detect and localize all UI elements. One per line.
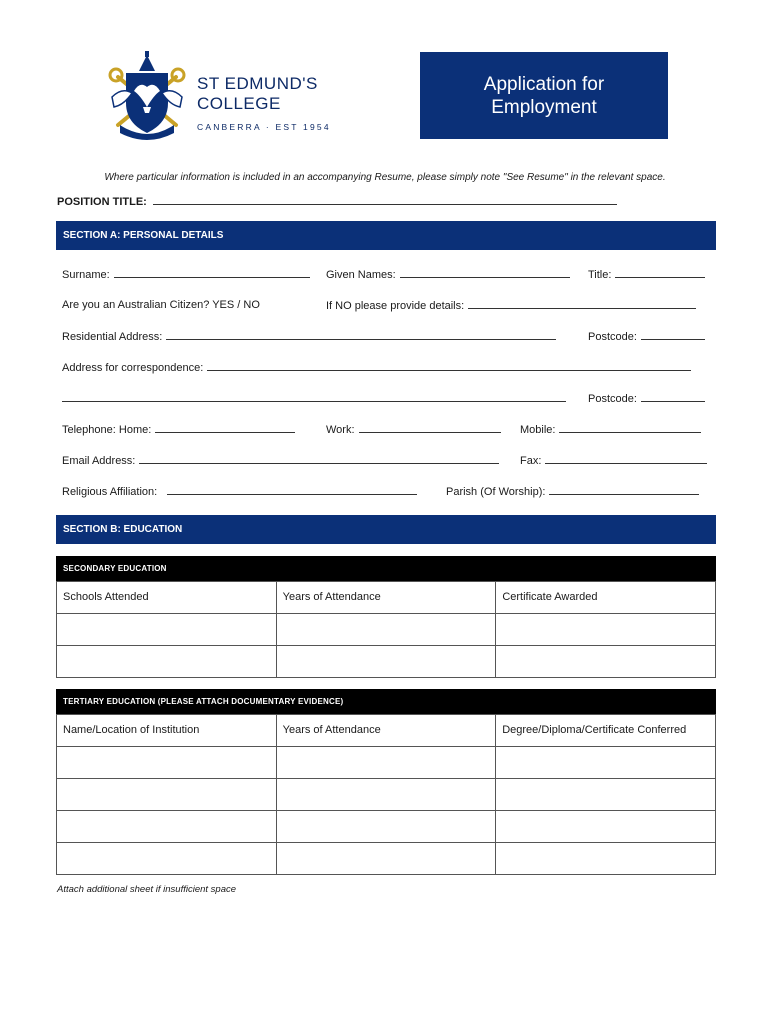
religious-field[interactable] (62, 485, 417, 498)
column-header: Schools Attended (57, 582, 277, 614)
table-cell[interactable] (57, 747, 277, 779)
residential-field[interactable] (62, 330, 556, 343)
title-field[interactable] (588, 268, 705, 281)
residential-line[interactable] (166, 330, 556, 340)
table-cell[interactable] (57, 646, 277, 678)
residential-label: Residential Address: (62, 331, 163, 343)
tertiary-education-heading: TERTIARY EDUCATION (PLEASE ATTACH DOCUMENTARY EVIDENCE) (56, 689, 716, 714)
column-header: Years of Attendance (276, 715, 496, 747)
correspondence-label: Address for correspondence: (62, 362, 204, 374)
fax-line[interactable] (545, 454, 707, 464)
postcode2-field[interactable] (588, 392, 705, 405)
table-cell[interactable] (276, 779, 496, 811)
secondary-education-heading: SECONDARY EDUCATION (56, 556, 716, 581)
religious-label: Religious Affiliation: (62, 486, 158, 498)
if-no-field[interactable] (326, 299, 696, 312)
table-cell[interactable] (276, 646, 496, 678)
surname-field[interactable] (62, 268, 310, 281)
table-cell[interactable] (57, 614, 277, 646)
postcode-label: Postcode: (588, 331, 637, 343)
correspondence-line2[interactable] (62, 392, 566, 402)
intro-text: Where particular information is included in an accompanying Resume, please simply note "See Resume" in the relevant space. (104, 172, 666, 183)
parish-line[interactable] (549, 485, 699, 495)
parish-field[interactable] (446, 485, 699, 498)
table-row (57, 646, 716, 678)
table-row (57, 582, 716, 614)
table-row (57, 747, 716, 779)
given-names-field[interactable] (326, 268, 570, 281)
section-a-bar: SECTION A: PERSONAL DETAILS (56, 221, 716, 250)
table-cell[interactable] (496, 614, 716, 646)
correspondence-field[interactable] (62, 361, 691, 374)
table-row (57, 779, 716, 811)
college-name-line2: COLLEGE (197, 94, 281, 113)
if-no-label: If NO please provide details: (326, 300, 465, 312)
surname-label: Surname: (62, 269, 110, 281)
postcode2-line[interactable] (641, 392, 705, 402)
given-names-label: Given Names: (326, 269, 396, 281)
mobile-label: Mobile: (520, 424, 556, 436)
table-cell[interactable] (496, 811, 716, 843)
work-phone-label: Work: (326, 424, 355, 436)
telephone-home-line[interactable] (155, 423, 295, 433)
citizen-label: Are you an Australian Citizen? YES / NO (62, 299, 260, 311)
table-cell[interactable] (276, 747, 496, 779)
tertiary-education-table (56, 714, 716, 875)
email-label: Email Address: (62, 455, 136, 467)
position-title-label: POSITION TITLE: (57, 196, 147, 208)
column-header: Certificate Awarded (496, 582, 716, 614)
table-cell[interactable] (496, 843, 716, 875)
citizen-field[interactable] (62, 299, 260, 311)
additional-sheet-note: Attach additional sheet if insufficient space (57, 884, 237, 895)
table-cell[interactable] (57, 843, 277, 875)
form-title-box (420, 52, 668, 139)
column-header: Name/Location of Institution (57, 715, 277, 747)
form-title-line1: Application for (483, 73, 605, 95)
work-phone-field[interactable] (326, 423, 501, 436)
fax-field[interactable] (520, 454, 707, 467)
column-header: Degree/Diploma/Certificate Conferred (496, 715, 716, 747)
mobile-field[interactable] (520, 423, 701, 436)
table-row (57, 843, 716, 875)
college-location: CANBERRA · EST 1954 (197, 122, 331, 132)
postcode-field[interactable] (588, 330, 705, 343)
college-crest-logo (104, 47, 190, 143)
email-field[interactable] (62, 454, 499, 467)
postcode2-label: Postcode: (588, 393, 637, 405)
column-header: Years of Attendance (276, 582, 496, 614)
telephone-home-label: Telephone: Home: (62, 424, 152, 436)
religious-line[interactable] (167, 485, 417, 495)
table-cell[interactable] (276, 843, 496, 875)
table-cell[interactable] (57, 779, 277, 811)
correspondence-line2-field[interactable] (62, 392, 566, 405)
college-name (197, 74, 331, 132)
table-cell[interactable] (276, 811, 496, 843)
correspondence-line[interactable] (207, 361, 691, 371)
title-label: Title: (588, 269, 612, 281)
section-b-bar: SECTION B: EDUCATION (56, 515, 716, 544)
position-title-field[interactable] (57, 196, 617, 208)
table-cell[interactable] (57, 811, 277, 843)
postcode-line[interactable] (641, 330, 705, 340)
table-cell[interactable] (496, 779, 716, 811)
table-row (57, 715, 716, 747)
table-cell[interactable] (496, 646, 716, 678)
fax-label: Fax: (520, 455, 542, 467)
telephone-home-field[interactable] (62, 423, 295, 436)
email-line[interactable] (139, 454, 499, 464)
given-names-line[interactable] (400, 268, 570, 278)
table-row (57, 614, 716, 646)
surname-line[interactable] (114, 268, 310, 278)
if-no-line[interactable] (468, 299, 696, 309)
mobile-line[interactable] (559, 423, 701, 433)
college-name-line1: ST EDMUND'S (197, 74, 318, 93)
table-cell[interactable] (496, 747, 716, 779)
parish-label: Parish (Of Worship): (446, 486, 546, 498)
form-title-line2: Employment (491, 96, 597, 118)
position-title-line[interactable] (153, 196, 617, 205)
work-phone-line[interactable] (359, 423, 501, 433)
table-cell[interactable] (276, 614, 496, 646)
table-row (57, 811, 716, 843)
title-line[interactable] (615, 268, 705, 278)
secondary-education-table (56, 581, 716, 678)
